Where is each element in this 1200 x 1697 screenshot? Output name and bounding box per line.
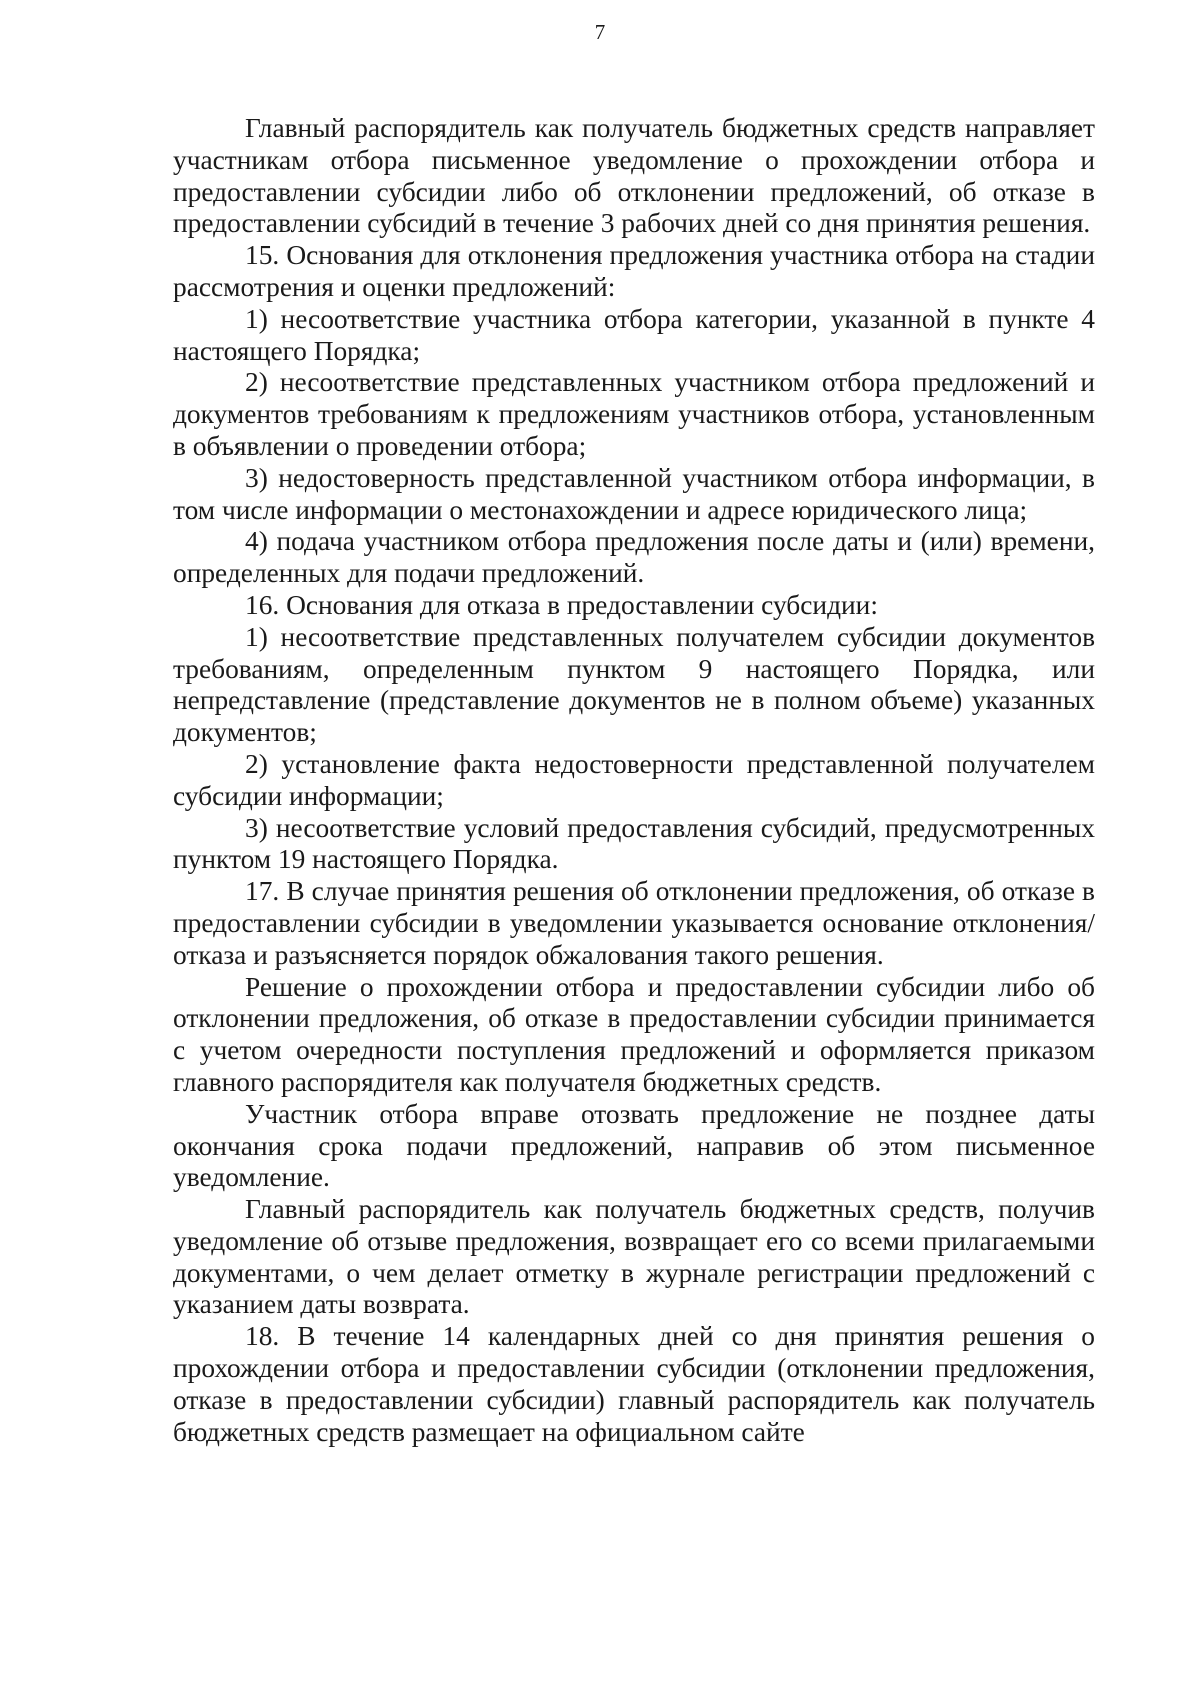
- paragraph-16-item-2: 2) установление факта недостоверности представленной получателем субсидии информации;: [173, 748, 1095, 811]
- paragraph-16-item-1: 1) несоответствие представленных получателем субсидии документов требованиям, определенным пунктом 9 настоящего Порядка, или непредставление (представление документов не в полном объеме) указанных документов;: [173, 621, 1095, 748]
- paragraph-notification: Главный распорядитель как получатель бюджетных средств направляет участникам отбора письменное уведомление о прохождении отбора и предоставлении субсидии либо об отклонении предложений, об отказе в предоставлении субсидий в течение 3 рабочих дней со дня принятия решения.: [173, 113, 1095, 239]
- paragraph-15-item-1: 1) несоответствие участника отбора категории, указанной в пункте 4 настоящего Порядка;: [173, 303, 1095, 366]
- paragraph-decision: Решение о прохождении отбора и предоставлении субсидии либо об отклонении предложения, об отказе в предоставлении субсидии принимается с учетом очередности поступления предложений и оформляется приказом главного распорядителя как получателя бюджетных средств.: [173, 971, 1095, 1097]
- page-number: 7: [594, 20, 606, 44]
- paragraph-15-rejection-grounds: 15. Основания для отклонения предложения участника отбора на стадии рассмотрения и оценки предложений:: [173, 240, 1095, 302]
- paragraph-15-item-2: 2) несоответствие представленных участником отбора предложений и документов требованиям к предложениям участников отбора, установленным в объявлении о проведении отбора;: [173, 367, 1095, 461]
- paragraph-15-item-4: 4) подача участником отбора предложения после даты и (или) времени, определенных для подачи предложений.: [173, 526, 1095, 589]
- paragraph-16-refusal-grounds: 16. Основания для отказа в предоставлении субсидии:: [245, 589, 878, 620]
- paragraph-return: Главный распорядитель как получатель бюджетных средств, получив уведомление об отзыве предложения, возвращает его со всеми прилагаемыми документами, о чем делает отметку в журнале регистрации предложений с указанием даты возврата.: [173, 1194, 1095, 1320]
- paragraph-18: 18. В течение 14 календарных дней со дня принятия решения о прохождении отбора и предоставлении субсидии (отклонении предложения, отказе в предоставлении субсидии) главный распорядитель как получатель бюджетных средств размещает на официальном сайте: [173, 1321, 1095, 1447]
- document-body: [173, 113, 1095, 1448]
- paragraph-withdrawal: Участник отбора вправе отозвать предложение не позднее даты окончания срока подачи предложений, направив об этом письменное уведомление.: [173, 1098, 1095, 1193]
- paragraph-15-item-3: 3) недостоверность представленной участником отбора информации, в том числе информации о местонахождении и адресе юридического лица;: [173, 462, 1095, 525]
- paragraph-16-item-3: 3) несоответствие условий предоставления субсидий, предусмотренных пунктом 19 настоящего Порядка.: [173, 812, 1095, 875]
- paragraph-17: 17. В случае принятия решения об отклонении предложения, об отказе в предоставлении субсидии в уведомлении указывается основание отклонения/отказа и разъясняется порядок обжалования такого решения.: [173, 876, 1095, 970]
